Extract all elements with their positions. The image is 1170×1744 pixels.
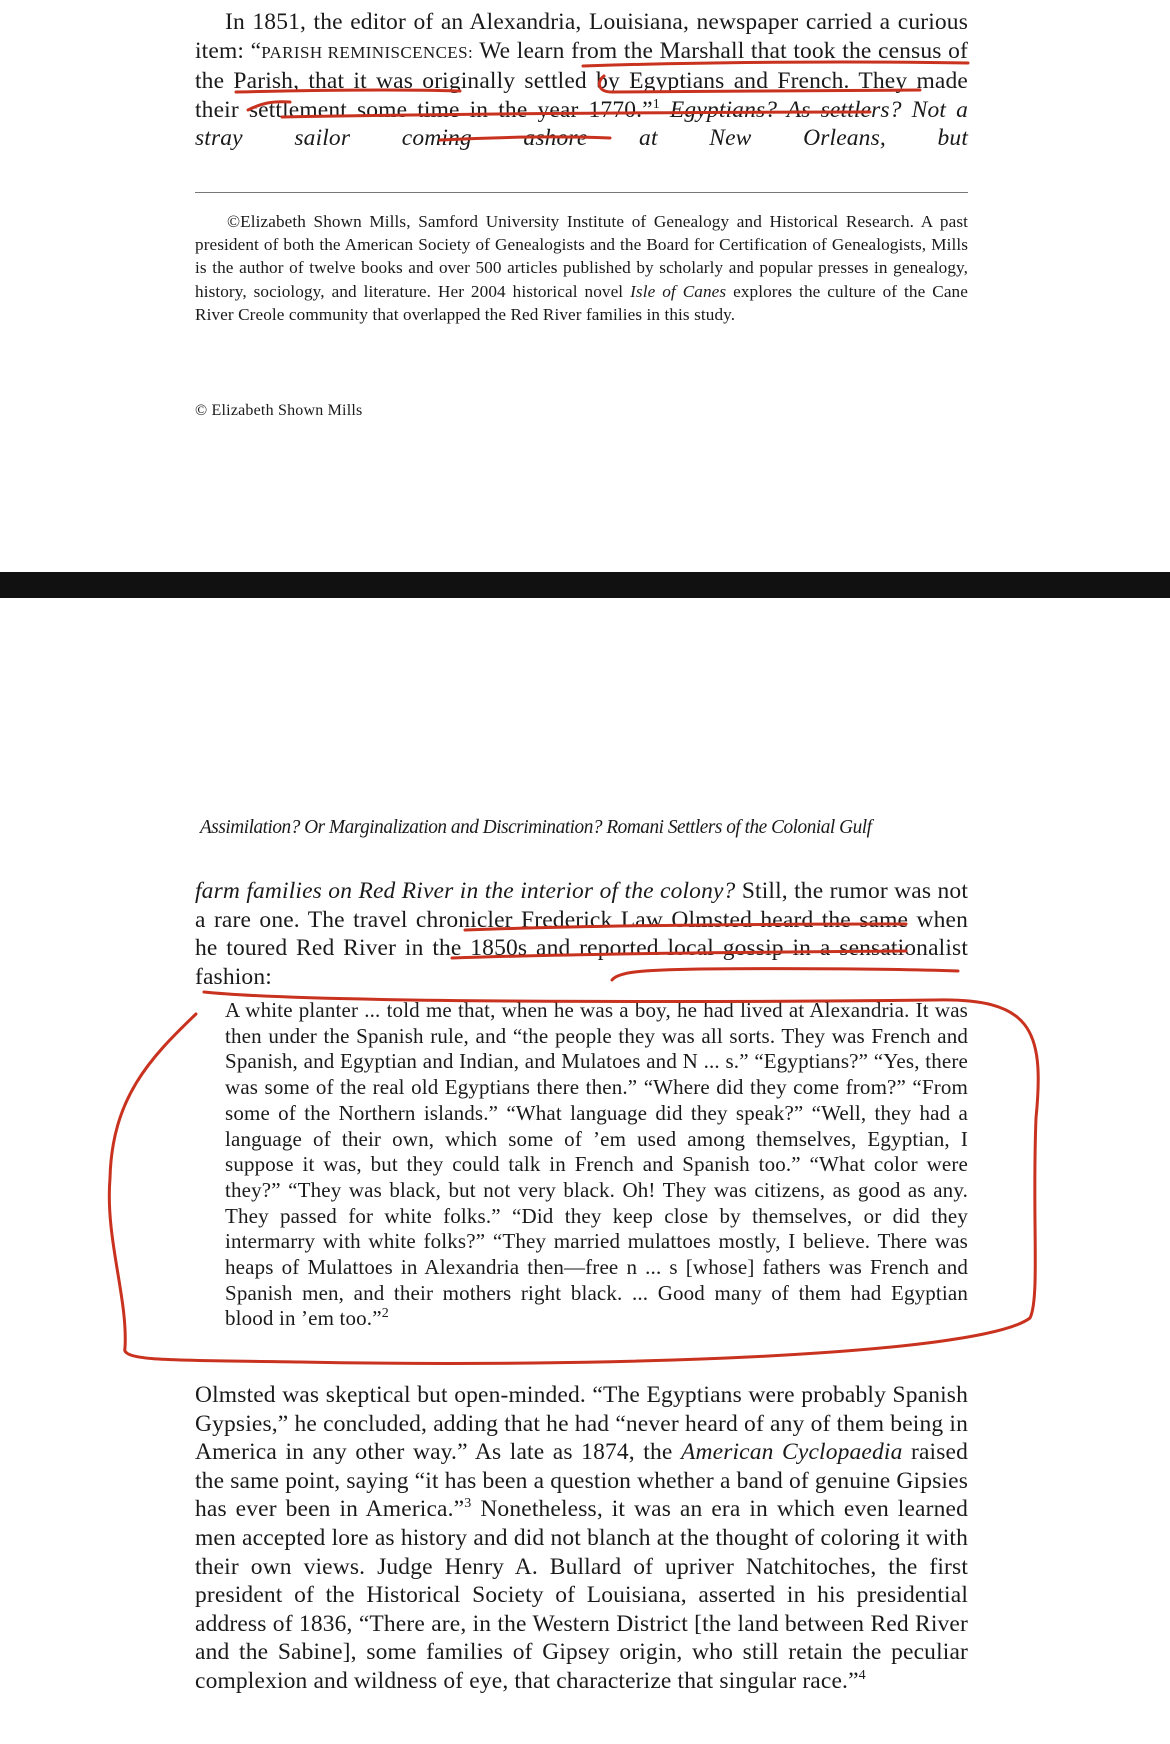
author-note-tail: explores the culture of the Cane River Creole community that overlapped the Red River families in this study.: [195, 281, 968, 324]
footnote-ref-4: 4: [858, 1668, 866, 1684]
bottom-page: [0, 598, 1170, 1744]
novel-title: Isle of Canes: [630, 281, 727, 301]
olmsted-blockquote: [225, 998, 968, 1332]
newspaper-heading: PARISH REMINISCENCES:: [261, 42, 474, 62]
para2-a: Olmsted was skeptical but open-minded. “The Egyptians were probably Spanish Gypsies,” he concluded, adding that he had “never heard of any of them being in America in any other way.” As late as 1874, the: [195, 1382, 968, 1466]
para1-rest: Still, the rumor was not a rare one. The travel chronicler Frederick Law Olmsted heard the same when he toured Red River in the 1850s and reported local gossip in a sensationalist fashion:: [195, 878, 968, 990]
paragraph-olmsted-intro: [195, 877, 968, 991]
footnote-ref-1: 1: [652, 96, 660, 112]
author-note: [195, 210, 968, 326]
blockquote-text: A white planter ... told me that, when he was a boy, he had lived at Alexandria. It was then under the Spanish rule, and “the people they was all sorts. They was French and Spanish, and Egyptian and Indian, and Mulatoes and N ... s.” “Egyptians?” “Yes, there was some of the real old Egyptians there then.” “Where did they come from?” “From some of the Northern islands.” “What language did they speak?” “Well, they had a language of their own, which some of ’em used among themselves, Egyptian, I suppose it was, but they could talk in French and Spanish too.” “What color were they?” “They was black, but not very black. Oh! They was citizens, as good as any. They passed for white folks.” “Did they keep close by themselves, or did they intermarry with white folks?” “They married mulattoes mostly, I believe. There was heaps of Mulattoes in Alexandria then—free n ... s [whose] fathers was French and Spanish men, and their mothers right black. ... Good many of them had Egyptian blood in ’em too.”: [225, 998, 968, 1331]
cyclopaedia-title: American Cyclopaedia: [680, 1439, 903, 1466]
opening-lead: In 1851, the editor of an Alexandria, Louisiana, newspaper carried a curious item: “: [195, 9, 968, 64]
para2-c: Nonetheless, it was an era in which even learned men accepted lore as history and did not blanch at the thought of coloring it with their own views. Judge Henry A. Bullard of upriver Natchitoches, the first president of the Historical Society of Louisiana, asserted in his presidential address of 1836, “There are, in the Western District [the land between Red River and the Sabine], some families of Gipsey origin, who still retain the peculiar complexion and wildness of eye, that characterize that singular race.”: [195, 1496, 968, 1694]
running-header: Assimilation? Or Marginalization and Discrimination? Romani Settlers of the Colonial Gulf: [200, 816, 872, 838]
footnote-rule: [195, 192, 968, 193]
footnote-ref-2: 2: [381, 1306, 389, 1322]
footnote-ref-3: 3: [464, 1496, 472, 1512]
para1-italic: farm families on Red River in the interior of the colony?: [195, 878, 736, 904]
opening-paragraph: [195, 8, 968, 153]
author-note-text: ©Elizabeth Shown Mills, Samford University Institute of Genealogy and Historical Research. A past president of both the American Society of Genealogists and the Board for Certification of Genealogists, Mills is the author of twelve books and over 500 articles published by scholarly and popular presses in genealogy, history, sociology, and literature. Her 2004 historical novel: [195, 212, 968, 301]
top-page: [0, 0, 1170, 572]
opening-italic-tail: Egyptians? As settlers? Not a stray sailor coming ashore at New Orleans, but: [195, 96, 968, 152]
copyright-line: © Elizabeth Shown Mills: [195, 402, 363, 419]
newspaper-quote: We learn from the Marshall that took the census of the Parish, that it was originally settled by Egyptians and French. They made their settlement some time in the year 1770.”: [195, 37, 968, 123]
paragraph-skeptical: [195, 1381, 968, 1696]
page-divider: [0, 572, 1170, 598]
para2-b: raised the same point, saying “it has been a question whether a band of genuine Gipsies has ever been in America.”: [195, 1439, 969, 1523]
